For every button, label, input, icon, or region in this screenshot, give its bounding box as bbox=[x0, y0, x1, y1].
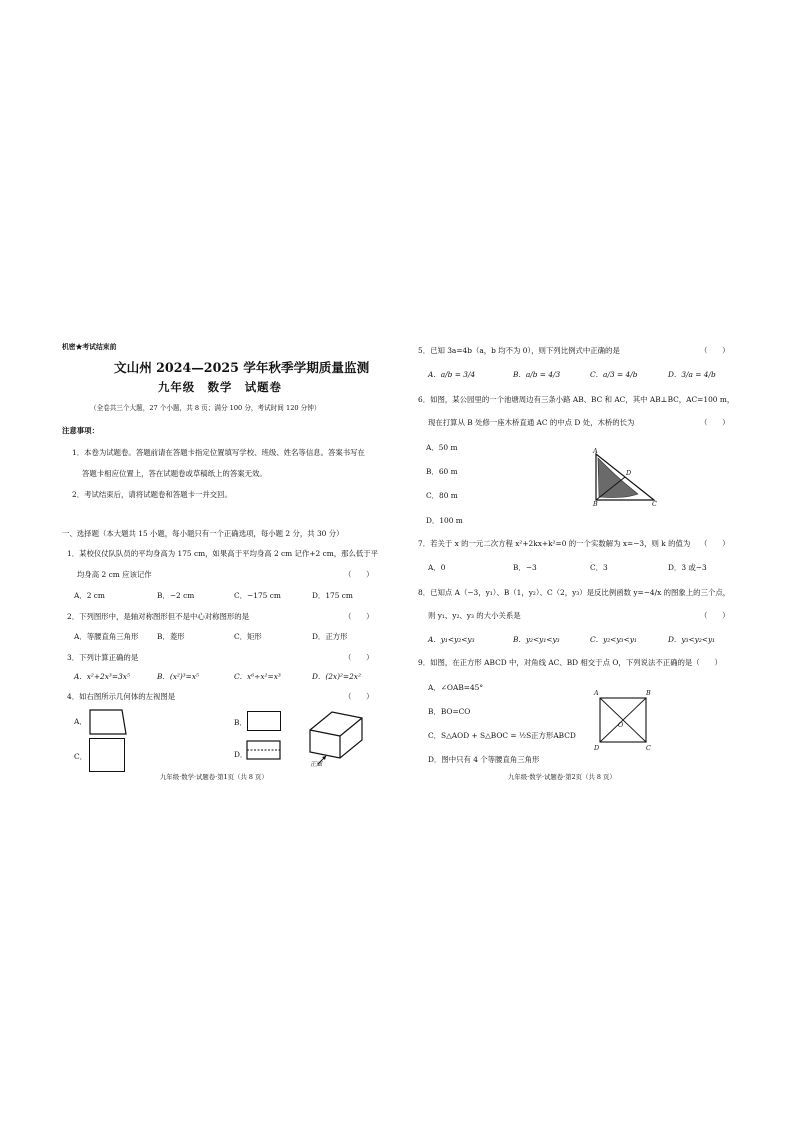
question-9: 9．如图，在正方形 ABCD 中，对角线 AC、BD 相交于点 O，下列说法不正确的是（ ） bbox=[418, 658, 722, 667]
option: D．3 或−3 bbox=[668, 563, 707, 572]
option: B．−3 bbox=[513, 563, 537, 572]
question-5: 5．已知 3a=4b（a，b 均不为 0），则下列比例式中正确的是 bbox=[418, 346, 620, 355]
option: A．a/b = 3/4 bbox=[428, 370, 476, 379]
point-label: A bbox=[594, 689, 599, 697]
option: A．2 cm bbox=[74, 591, 105, 600]
point-label: B bbox=[646, 689, 651, 697]
option: D．175 cm bbox=[312, 591, 353, 600]
option: B．y₂<y₁<y₃ bbox=[513, 635, 560, 644]
option: C．y₂<y₃<y₁ bbox=[590, 635, 637, 644]
answer-paren: （ ） bbox=[700, 611, 730, 620]
option: B．(x²)³=x⁵ bbox=[157, 672, 200, 681]
option: D．3/a = 4/b bbox=[668, 370, 716, 379]
point-label: B bbox=[593, 500, 598, 508]
question-4: 4．如右图所示几何体的左视图是 bbox=[67, 692, 176, 701]
option: B．菱形 bbox=[157, 632, 185, 641]
option: D．(2x)²=2x² bbox=[312, 672, 361, 681]
point-label: D bbox=[594, 744, 600, 752]
option: A．50 m bbox=[426, 443, 458, 452]
option-label: D． bbox=[234, 750, 248, 759]
point-label: O bbox=[618, 721, 624, 729]
section-heading: 一、选择题（本大题共 15 小题，每小题只有一个正确选项，每小题 2 分，共 30 分） bbox=[62, 529, 344, 538]
option: B．60 m bbox=[426, 467, 458, 476]
option: C．x⁶÷x²=x³ bbox=[234, 672, 281, 681]
confidential-mark: 机密★考试结束前 bbox=[62, 343, 117, 351]
option: A．∠OAB=45° bbox=[428, 683, 484, 692]
question-1-line-1: 1．某校仪仗队队员的平均身高为 175 cm，如果高于平均身高 2 cm 记作+2 cm，那么低于平 bbox=[67, 549, 379, 558]
notice-item-1a: 1．本卷为试题卷。答题前请在答题卡指定位置填写学校、班级、姓名等信息。答案书写在 bbox=[72, 448, 365, 457]
option-label: C． bbox=[74, 752, 88, 761]
exam-page-1 bbox=[62, 340, 402, 781]
notice-item-1b: 答题卡相应位置上，答在试题卷或草稿纸上的答案无效。 bbox=[82, 469, 267, 478]
question-6-line-2: 现在打算从 B 处修一座木桥直通 AC 的中点 D 处，木桥的长为 bbox=[428, 418, 635, 427]
option: B．BO=CO bbox=[428, 707, 471, 716]
option-a-trapezoid-figure bbox=[88, 708, 128, 736]
square-diagonals-figure bbox=[598, 696, 650, 746]
point-label: D bbox=[626, 469, 632, 477]
front-direction-label: 正面 bbox=[310, 761, 323, 768]
notice-item-2: 2．考试结束后，请将试题卷和答题卡一并交回。 bbox=[72, 490, 232, 499]
option: D．图中只有 4 个等腰直角三角形 bbox=[428, 755, 540, 764]
question-3: 3．下列计算正确的是 bbox=[67, 653, 139, 662]
point-label: A bbox=[593, 447, 598, 455]
question-2: 2．下列图形中，是轴对称图形但不是中心对称图形的是 bbox=[67, 612, 250, 621]
exam-title: 文山州 2024—2025 学年秋季学期质量监测 bbox=[114, 360, 370, 375]
question-7: 7．若关于 x 的一元二次方程 x²+2kx+k²=0 的一个实数解为 x=−3，则 k 的值为 bbox=[418, 539, 691, 548]
option: C．3 bbox=[590, 563, 608, 572]
option: C．矩形 bbox=[234, 632, 262, 641]
question-6-line-1: 6．如图，某公园里的一个池塘周边有三条小路 AB、BC 和 AC，其中 AB⊥BC，AC=100 m， bbox=[418, 395, 735, 404]
option: A．等腰直角三角形 bbox=[74, 632, 139, 641]
option: D．正方形 bbox=[312, 632, 348, 641]
option: C．a/3 = 4/b bbox=[590, 370, 638, 379]
option: A．x²+2x³=3x⁵ bbox=[74, 672, 130, 681]
page-footer: 九年级·数学·试题卷·第2页（共 8 页） bbox=[508, 773, 616, 781]
option-d-dashed-rectangle-figure bbox=[246, 740, 282, 760]
answer-paren: （ ） bbox=[700, 418, 730, 427]
option-label: B． bbox=[234, 718, 247, 727]
point-label: C bbox=[652, 500, 657, 508]
point-label: C bbox=[646, 744, 651, 752]
answer-paren: （ ） bbox=[700, 346, 730, 355]
answer-paren: （ ） bbox=[344, 653, 374, 662]
notice-title: 注意事项： bbox=[62, 426, 99, 435]
option: B．a/b = 4/3 bbox=[513, 370, 561, 379]
option-label: A． bbox=[74, 717, 87, 726]
option-c-square-figure bbox=[89, 738, 125, 772]
answer-paren: （ ） bbox=[344, 570, 374, 579]
exam-page-2 bbox=[418, 340, 758, 781]
option-b-rectangle-figure bbox=[247, 711, 281, 731]
option: C．S△AOD + S△BOC = ½S正方形ABCD bbox=[428, 731, 576, 740]
option: B．−2 cm bbox=[157, 591, 195, 600]
option: C．80 m bbox=[426, 491, 458, 500]
answer-paren: （ ） bbox=[344, 612, 374, 621]
option: C．−175 cm bbox=[234, 591, 281, 600]
answer-paren: （ ） bbox=[700, 539, 730, 548]
question-1-line-2: 均身高 2 cm 应该记作 bbox=[77, 570, 152, 579]
page-footer: 九年级·数学·试题卷·第1页（共 8 页） bbox=[160, 773, 268, 781]
option: A．y₁<y₂<y₃ bbox=[428, 635, 475, 644]
answer-paren: （ ） bbox=[344, 692, 374, 701]
option: D．100 m bbox=[426, 516, 463, 525]
question-8-line-1: 8．已知点 A（−3，y₁）、B（1，y₂）、C（2，y₃）是反比例函数 y=−4/x 的图象上的三个点， bbox=[418, 588, 731, 597]
pond-triangle-figure bbox=[590, 450, 660, 508]
option: A．0 bbox=[428, 563, 446, 572]
exam-subtitle: 九年级 数学 试题卷 bbox=[158, 380, 282, 394]
exam-info: （全卷共三个大题，27 个小题，共 8 页；满分 100 分，考试时间 120 分钟） bbox=[90, 404, 321, 412]
option: D．y₃<y₂<y₁ bbox=[668, 635, 716, 644]
question-8-line-2: 则 y₁、y₂、y₃ 的大小关系是 bbox=[428, 611, 521, 620]
